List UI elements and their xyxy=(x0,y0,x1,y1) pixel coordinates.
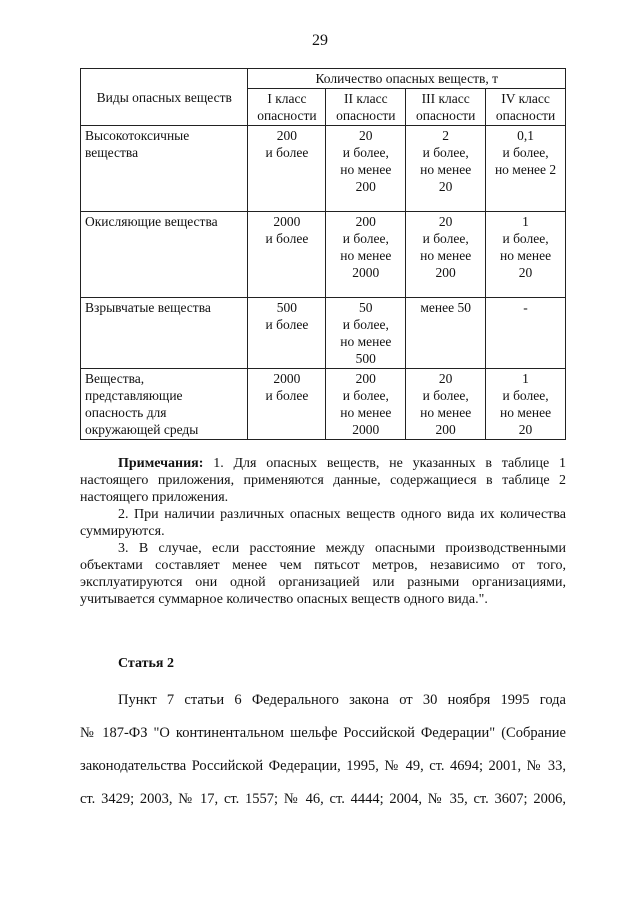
note-2: 2. При наличии различных опасных веществ одного вида их количества суммируются. xyxy=(80,507,566,539)
article-title: Статья 2 xyxy=(118,656,174,671)
hazard-table xyxy=(80,68,566,440)
page-number: 29 xyxy=(312,32,328,49)
header-class-4: IV класс опасности xyxy=(486,89,566,126)
body-line: законодательства Российской Федерации, 1995, № 49, ст. 4694; 2001, № 33, xyxy=(80,758,566,774)
notes-label: Примечания: xyxy=(118,456,204,471)
table-row xyxy=(81,298,566,369)
body-line: № 187-ФЗ "О континентальном шельфе Российской Федерации" (Собрание xyxy=(80,725,566,741)
row-name: Окисляющие вещества xyxy=(81,212,248,298)
note-1-text: 1. Для опасных веществ, не указанных в таблице 1 настоящего приложения, применяются данные, содержащиеся в таблице 2 настоящего приложения. xyxy=(80,456,566,505)
table-header-row xyxy=(81,69,566,89)
cell-value: 1 и более, но менее 20 xyxy=(486,212,566,298)
header-substance-types: Виды опасных веществ xyxy=(81,69,248,126)
header-class-3: III класс опасности xyxy=(406,89,486,126)
header-class-1: I класс опасности xyxy=(248,89,326,126)
cell-value: 20 и более, но менее 200 xyxy=(406,369,486,440)
header-class-2: II класс опасности xyxy=(326,89,406,126)
note-3: 3. В случае, если расстояние между опасными производственными объектами составляет менее чем пятьсот метров, независимо от того, эксплуатируются они одной организацией или разными организациями, учитывается суммарное количество опасных веществ одного вида.". xyxy=(80,541,566,607)
article-body xyxy=(80,684,566,816)
row-name: Высокотоксичные вещества xyxy=(81,126,248,212)
row-name: Взрывчатые вещества xyxy=(81,298,248,369)
table-row xyxy=(81,212,566,298)
cell-value: 500 и более xyxy=(248,298,326,369)
cell-value: - xyxy=(486,298,566,369)
cell-value: менее 50 xyxy=(406,298,486,369)
cell-value: 1 и более, но менее 20 xyxy=(486,369,566,440)
cell-value: 20 и более, но менее 200 xyxy=(326,126,406,212)
note-1 xyxy=(80,455,566,506)
row-name: Вещества, представляющие опасность для окружающей среды xyxy=(81,369,248,440)
cell-value: 200 и более, но менее 2000 xyxy=(326,212,406,298)
header-quantity-group: Количество опасных веществ, т xyxy=(248,69,566,89)
cell-value: 50 и более, но менее 500 xyxy=(326,298,406,369)
cell-value: 200 и более xyxy=(248,126,326,212)
table-row xyxy=(81,126,566,212)
body-line: Пункт 7 статьи 6 Федерального закона от 30 ноября 1995 года xyxy=(118,692,566,708)
cell-value: 2000 и более xyxy=(248,369,326,440)
cell-value: 2 и более, но менее 20 xyxy=(406,126,486,212)
cell-value: 2000 и более xyxy=(248,212,326,298)
cell-value: 20 и более, но менее 200 xyxy=(406,212,486,298)
cell-value: 200 и более, но менее 2000 xyxy=(326,369,406,440)
table-notes xyxy=(80,455,566,608)
table-row xyxy=(81,369,566,440)
body-line: ст. 3429; 2003, № 17, ст. 1557; № 46, ст. 4444; 2004, № 35, ст. 3607; 2006, xyxy=(80,791,566,807)
cell-value: 0,1 и более, но менее 2 xyxy=(486,126,566,212)
